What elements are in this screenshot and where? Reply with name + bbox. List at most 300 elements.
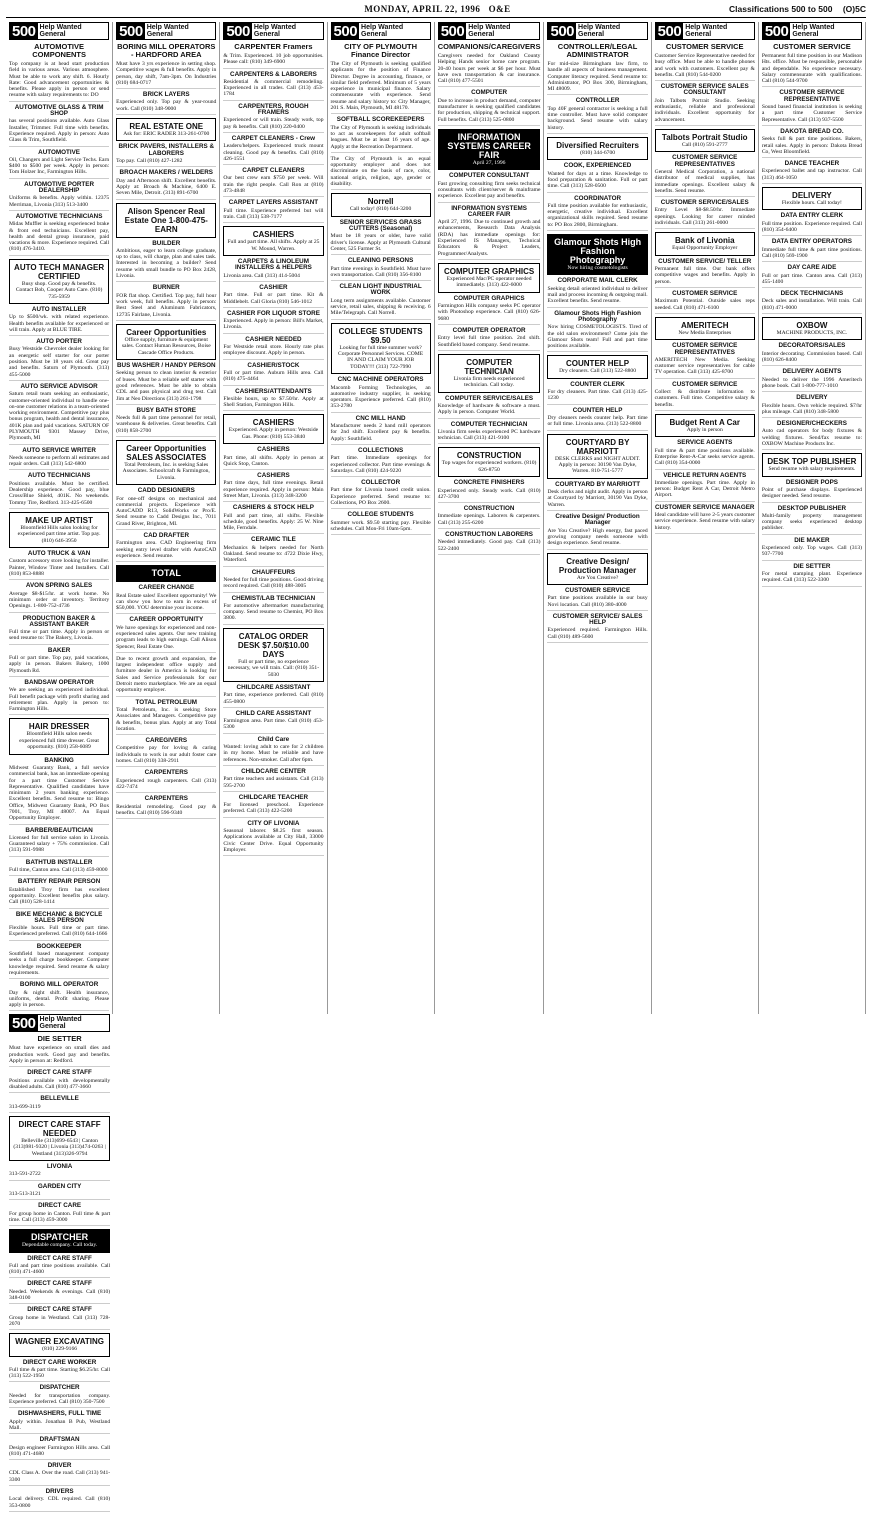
display-ad-text: Dependable company. Call today. [21,1242,98,1249]
ad-heading: CHILDCARE TEACHER [238,793,309,801]
display-ad-text: (810) 344-6700 [580,149,616,156]
ad-heading: DECK TECHNICIANS [780,290,844,298]
ad-heading: COUNTER HELP [572,406,623,414]
display-ad-text: Experienced. Apply in person: Westside Gas. Phone: (810) 553-3840 [228,427,319,440]
page-number: (O)5C [842,4,866,14]
display-ad-text: Send resume with salary requirements. [768,466,856,473]
ad-body: Our best crew earn $750 per week. Will train the right people. Call Ron at (810) 473-4848 [223,175,324,195]
display-ad-text: Call (810) 591-2777 [681,141,728,148]
classified-ad [762,291,862,314]
ad-heading: CUSTOMER SERVICE MANAGER [655,503,755,511]
classified-ad [438,506,541,529]
classified-ad [438,90,541,125]
classified-ad [9,1281,110,1304]
ad-body: For automotive aftermarket manufacturing company. Send resume to Chemist, PO Box 3800. [223,602,324,622]
classified-ad [223,168,323,197]
ad-body: Farmington Hills company seeks PC operator with Photoshop experience. Call (810) 626-9680 [437,303,541,322]
display-ad [547,234,647,275]
display-ad [116,440,216,485]
classified-ad [655,343,755,378]
ad-body: Part time. Immediate openings for experienced collector. Part time evenings & Saturdays. Call (810) 424-9220 [330,455,431,474]
ad-heading: Glamour Shots High Fashion Photography [554,309,641,323]
display-ad-title: Talbots Portrait Studio [661,132,748,142]
display-ad [655,317,755,340]
section-title-line1: Help Wanted [792,24,835,31]
ad-body: Knowledge of hardware & software a must. Apply in person. Computer World. [437,402,541,416]
ad-body: Full and part time positions available. Call (810) 471-4600 [9,1262,111,1276]
ad-body: Experienced ballet and tap instructor. Call (313) 464-1050 [761,168,862,181]
ad-heading: AUTO SERVICE WRITER [22,446,96,454]
classified-ad [547,482,647,511]
ad-body: Flexible hours, up to $7.50/hr. Apply at Shell Station, Farmington Hills. [223,395,324,409]
display-ad [116,203,216,238]
section-name: O&E [488,4,511,14]
ad-body: Residential & commercial remodeling. Experienced in all trades. Call (313) 453-1784 [223,78,324,98]
display-ad-title: WAGNER EXCAVATING [15,1337,105,1347]
ad-heading: BARBER/BEAUTICIAN [25,826,93,834]
section-title [145,24,189,38]
display-ad [438,447,541,477]
ad-body: Positions available. Must be certified. Dealership experience. Good pay, blue Cross/Blue Shield, 401K. No weekends. Tommy Tire, Redford. 313-425-6500 [9,480,110,506]
ad-heading: CASHIER/STOCK [247,361,300,369]
display-ad-title: COUNTER HELP [566,359,630,369]
ad-body: & Trim. Experienced. 10 job opportunities. Please call: (810) 349-6900 [223,53,324,66]
classified-ad [762,161,862,184]
display-ad-title: OXBOW [796,321,828,331]
ad-body: Farmington area. Part time. Call (810) 453-5300 [223,718,324,731]
ad-heading: CADD DESIGNERS [137,487,195,495]
display-ad [762,453,862,476]
ad-heading: BIKE MECHANIC & BICYCLE SALES PERSON [15,910,103,924]
ad-heading: CUSTOMER SERVICE REPRESENTATIVES [672,154,738,168]
ad-heading: COMPUTER OPERATOR [452,326,526,334]
section-title [576,24,620,38]
ad-heading: CUSTOMER SERVICE [672,380,738,388]
classified-ad [223,285,323,308]
classified-ad [9,384,109,445]
classified-ad [762,369,862,392]
ad-heading: DANCE TEACHER [784,160,840,168]
display-ad-title: CASHIERS [252,418,295,428]
section-title [683,24,727,38]
ad-body: Are You Creative? High energy, fast paced growing company needs someone with design experience. Send resume. [547,527,648,547]
display-ad-title: Career Opportunities [126,327,207,337]
ad-heading: DRIVERS [45,1488,74,1496]
ad-heading: DELIVERY [796,394,828,402]
display-ad-text: Full and part time. All shifts. Apply at 25 W. Mound, Warren. [227,239,320,252]
ad-body: Part time. Full or part time. Kit & Middlebelt. Call Gloria (810) 546-1012 [223,292,324,305]
ad-body: Top company is at head start production field in various areas. Various atmosphere. Must be able to work any shift. 6. Hourly Rate: Good advancement opportunities & benefits. Please apply in person or send resume with salary requirements to: DO [9,61,110,99]
ad-body: Experienced only. Top wages. Call (313) 937-7700 [761,545,862,558]
ad-body: Needed. Weekends & evenings. Call (810) 348-0100 [9,1288,111,1301]
ad-heading: Child Care [257,735,290,743]
display-ad-title: MAKE UP ARTIST [25,515,93,525]
classified-ad [223,337,323,360]
ad-body: Multi-family property management company seeks experienced desktop publisher. [761,512,862,532]
display-ad [438,129,541,170]
ad-heading: BOOKKEEPER [36,942,82,950]
ad-body: Due to increase in product demand, computer manufacturer is seeking qualified candidates for production, shipping & technical support. Full benefits. Call (313) 525-0800 [437,97,541,123]
ad-body: Part time evenings in Southfield. Must have own transportation. Call (810) 356-8100 [330,265,431,278]
ad-heading: CHILDCARE ASSISTANT [236,683,311,691]
ad-heading: CUSTOMER SERVICE/ SALES HELP [552,612,643,627]
display-ad-title: CATALOG ORDER DESK $7.50/$10.00 DAYS [237,631,310,659]
display-ad [547,434,647,479]
display-ad-text: Busy shop. Good pay & benefits. Contact Bob, Cooper Auto Care. (810) 735-5959 [15,280,103,300]
section-header [116,22,216,40]
ad-heading: CARPENTERS, ROUGH FRAMERS [238,102,309,117]
ad-body: Auto cad operators for body fixtures & welding fixtures. Send/fax resume to: OXBOW Machine Products Inc. [761,428,862,447]
classified-ad [9,1070,110,1093]
display-ad-title: TOTAL [151,568,181,579]
ad-heading: COORDINATOR [574,194,622,202]
display-ad-text: Looking for full time summer work? Corporate Personnel Services. COME IN AND CLAIM YOUR JOB TODAY!!! (313) 722-7990 [338,344,424,370]
display-ad-text: (810) 229-9166 [42,1346,78,1353]
ad-heading: LIVONIA [46,1163,73,1171]
ad-heading: CASHIERS [257,472,290,480]
section-title-line2: General [39,31,66,38]
ad-body: Must have 3 yrs experience in setting shop. Competitive wages & full benefits. Apply in person, day shift, 7am-3pm. On Industries (810) 684-0717 [116,61,217,86]
section-title-line1: Help Wanted [253,24,297,31]
ad-body: Full and part time, all shifts. Flexible schedule, good benefits. Apply: 25 W. Nine Mile, Ferndale. [223,512,324,532]
ad-heading: AVON SPRING SALES [25,582,93,590]
masthead-date [364,4,510,14]
classified-ad [9,61,109,102]
ad-body: Experienced only. Top pay & year-round work. Call (810) 348-9000 [116,99,217,112]
ad-body: Desk clerks and night audit. Apply in person at Courtyard by Marriott, 30190 Van Dyke, Warren. [547,489,648,508]
classified-ad [9,1463,110,1486]
display-ad-text: Equal Opportunity Employer [672,245,738,252]
classified-ad [331,117,431,152]
section-number: 500 [119,22,143,40]
ad-heading: CUSTOMER SERVICE REPRESENTATIVE [779,89,845,103]
classified-ad [223,389,323,412]
display-ad [9,718,109,754]
classified-ad [9,1045,110,1067]
column-3 [220,22,327,1014]
ad-heading: COMPUTER TECHNICIAN [450,420,528,428]
section-number: 500 [226,22,250,40]
ad-body: Entry level full time position. 2nd shift. Southfield based company. Send resume. [437,335,541,348]
ad-body: Part time days, full time evenings. Retail experience required. Apply in person: Main Street Mart, Livonia. (313) 348-3200 [223,480,324,499]
ad-body: We are seeking an experienced individual. Full benefit package with profit sharing and retirement plan. Apply in person to: Farmington Hills. [9,687,110,713]
ad-body: Experienced rough carpenters. Call (313) 422-7474 [116,777,217,790]
classified-ad [9,1360,110,1383]
section-header [762,22,862,40]
ad-body: Livonia area. Call (313) 414-5004 [223,272,300,279]
ad-body: Wanted: loving adult to care for 2 children in my home. Must be reliable and have references. Non-smoker. Call after 6pm. [223,744,324,763]
section-title-line1: Help Wanted [468,24,511,31]
ad-heading: COLLECTOR [361,479,401,487]
display-ad-text: April 27, 1996 [472,159,506,166]
ad-body: Licensed for full service salon in Livonia. Guaranteed salary + 75% commission. Call (313) 591-9988 [9,834,110,854]
ad-body: Immediate openings. Laborers & carpenters. Call (313) 255-6200 [437,513,541,526]
ad-heading: CASHIER [259,283,288,291]
classified-ad [9,150,109,179]
classified-ad [116,700,216,735]
ad-heading: GARDEN CITY [37,1182,82,1190]
display-ad-title: DISPATCHER [31,1232,89,1243]
ad-body: Due to recent growth and expansion, the largest independent office supply and furniture dealer in America is looking for Sales and Service professionals for our Detroit metro marketplace. We are an equal opportunity employer. [116,655,217,694]
display-ad-title: COURTYARD BY MARRIOTT [565,437,630,456]
display-ad-title: Norrell [367,197,394,207]
classified-ad [116,285,216,320]
ad-body: April 27, 1996. Due to continued growth and enhancements, Research Data Analysis (RDA) has immediate openings for: Experienced IS Managers, Technical Educators & Project Leaders, Programmer/Analysts. [437,219,541,257]
classified-ad [438,532,541,555]
ad-heading: DISPATCHER [39,1384,80,1392]
classified-ad [438,53,541,87]
ad-heading: CLEANING PERSONS [347,257,414,265]
classified-ad [547,514,647,549]
ad-body: Top pay. Call (810) 427-1282 [116,158,183,165]
ad-heading: CORPORATE MAIL CLERK [557,277,638,285]
section-title-line2: General [39,1023,66,1031]
classified-ad [9,944,109,979]
ad-body: Full time position available for enthusiastic, energetic, creative individual. Excellent organizational skills required. Send resume to: PO Box 2800, Birmingham. [547,202,648,228]
classified-ad [9,1437,110,1460]
classified-ad [762,129,862,158]
ad-heading: COUNTER CLERK [570,380,625,388]
ad-body: Oil, Changers and Light Service Techs. Earn $400 to $500 per week. Apply in person: Tom Holzer Inc, Farmington Hills. [9,156,110,176]
ad-body: Macomb Forming Technologies, an automotive industry supplier, is seeking operators. Experience preferred. Call (810) 353-2780 [330,384,431,410]
ad-heading: DIRECT CARE STAFF [27,1254,92,1262]
ad-body: Needed immediately. Good pay. Call (313) 522-2400 [437,539,541,552]
display-ad-title: DESK TOP PUBLISHER [767,457,857,467]
classified-ad [438,206,541,260]
display-ad [223,628,323,682]
ad-body: Immediate full time & part time positions. Call (810) 569-1900 [761,246,862,259]
ad-body: 313-513-3121 [9,1190,41,1197]
column-1 [6,22,113,1014]
ad-heading: CAREER CHANGE [138,584,195,592]
category-heading: CONTROLLER/LEGAL ADMINISTRATOR [557,42,638,59]
ad-body: For one-off designs on mechanical and commercial projects. Experience with AutoCADD R13, SolidWorks or Pro/E. Send resume to Cadd Designs Inc., 7011 Grand River, Brighton, MI. [116,495,217,527]
display-ad-text: Bloomfield Hills salon looking for experienced part time artist. Top pay. (810) 646-3950 [17,524,101,544]
masthead [6,4,866,18]
classified-ad [655,291,755,314]
ad-heading: DIE SETTER [793,562,831,570]
classified-ad [223,104,323,133]
classifications-range: Classifications 500 to 500 [729,4,833,14]
ad-body: Residential remodeling. Good pay & benefits. Call (810) 596-9340 [116,803,217,816]
ad-body: Established Troy firm has excellent opportunity. Excellent benefits plus salary. Call (810) 528-1414 [9,886,110,906]
ad-body: Competitive pay for loving & caring individuals to work in our adult foster care homes. Call (810) 338-2911 [116,745,217,765]
ad-heading: SERVICE AGENTS [677,439,733,447]
section-title-line1: Help Wanted [361,24,404,31]
ad-body: For Westside retail store. Hourly rate plus employee discount. Apply in person. [223,344,324,357]
display-ad-title: DELIVERY [792,191,832,201]
classified-ad [116,585,216,614]
classified-ad [438,422,541,445]
ad-body: Experienced only. Steady work. Call (810) 427-3700 [437,487,541,500]
ad-body: Collect & distribute information to customers. Full time. Competitive salary & benefits. [654,389,755,408]
ad-body: Flexible hours. Full time or part time. Experienced preferred. Call (810) 644-1666 [9,925,110,938]
ad-heading: CONTROLLER [575,97,620,105]
ad-body: Needed for transportation company. Experience preferred. Call (810) 350-7500 [9,1392,111,1406]
ad-body: The City of Plymouth is seeking individuals to act as scorekeepers for adult softball leagues. Must be at least 16 years of age. Apply at the Recreation Department. [330,124,431,150]
classified-ad [223,821,323,856]
ad-heading: CONCRETE FINISHERS [453,479,525,487]
ad-body: Full time & part time. Starting $6.25/hr. Call (313) 522-1950 [9,1366,111,1380]
classified-ad [116,92,216,115]
ad-body: Up to $500/wk. with related experience. Health benefits available for experienced or will train. Apply at BLUE TIRE. [9,314,110,333]
ad-body: Entry Level $8-$8.50/hr. Immediate openings. Looking for career minded individuals. Call (313) 261-0000 [654,207,755,227]
display-ad [438,263,541,293]
ad-heading: COMPUTER SERVICE/SALES [445,394,534,402]
classified-columns [6,22,866,1509]
section-title-line2: General [253,31,280,38]
classified-ad [547,382,647,405]
ad-heading: CASHIERS & STOCK HELP [232,504,314,512]
ad-body: Must have experience on small dies and production work. Good pay and benefits. Apply in person at: Redford. [9,1045,111,1065]
ad-heading: CASHIERS/ATTENDANTS [235,387,312,395]
classified-ad [116,241,216,283]
section-title [466,24,510,38]
ad-heading: CHILDCARE CENTER [241,767,306,775]
display-ad-text: Office supply, furniture & equipment sales. Contact Human Resources, Boise Cascade Office Products. [121,336,211,356]
classified-ad [331,377,431,412]
classified-ad [762,239,862,262]
classified-ad [9,339,109,381]
ad-heading: COLLEGE STUDENTS [347,511,414,519]
classified-ad [9,616,109,645]
classified-ad [116,408,216,437]
ad-heading: DIRECT CARE [38,1202,82,1210]
display-ad [547,355,647,378]
classified-ad [438,396,541,419]
display-ad-title: HAIR DRESSER [28,722,90,732]
ad-body: Now hiring COSMETOLOGISTS. Tired of the old salon environment? Come join the Glamour Shots team! Full and part time positions available. [547,324,648,350]
ad-body: Full time. Experience preferred but will train. Call (313) 538-7177 [223,207,324,220]
section-number: 500 [12,1014,36,1032]
display-ad-title: DIRECT CARE STAFF NEEDED [18,1119,101,1138]
ad-heading: DIRECT CARE WORKER [22,1358,97,1366]
ad-body: Seasonal laborer. $8.25 first season. Applications available at City Hall, 33000 Civic Center Drive. Equal Opportunity Employer. [223,828,324,853]
section-header [9,1014,110,1032]
section-number: 500 [440,22,465,40]
ad-body: We have openings for experienced and non-experienced sales agents. Our new training program leads to high earnings. Call Alison Spencer, Real Estate One. [116,624,217,650]
classified-ad [9,860,109,877]
display-ad [9,1229,110,1252]
ad-body: Farmington area. CAD Engineering firm seeking entry level drafter with AutoCAD experience. Send resume. [116,540,217,559]
classified-ad [9,828,109,857]
classified-ad [9,1164,110,1181]
section-number: 500 [12,22,36,40]
ad-body: Needs someone to perform all estimates and repair orders. Call (313) 542-6800 [9,454,110,468]
ad-heading: DESIGNER/CHECKERS [776,420,847,428]
ad-body: Busy Westside Chevrolet dealer looking for an energetic self starter for our porter position. Must be 18 years old. Great pay and benefits. Saturn of Plymouth. (313) 455-5000 [9,346,110,378]
classified-ad [116,363,216,405]
display-ad-text: MACHINE PRODUCTS, INC. [776,330,848,337]
ad-heading: DIRECT CARE STAFF [27,1280,92,1288]
classified-ad [438,173,541,202]
classified-ad [116,738,216,767]
classified-ad [762,538,862,561]
ad-heading: BATTERY REPAIR PERSON [17,878,101,886]
ad-heading: BANKING [44,756,74,764]
classified-ad [547,98,647,133]
classified-ad [9,1489,110,1512]
display-ad-title: Budget Rent A Car [669,417,740,427]
ad-heading: COMPUTER [471,89,508,97]
classified-ad [223,72,323,101]
classified-ad [547,408,647,431]
ad-heading: DRAFTSMAN [39,1436,80,1444]
ad-heading: BRICK PAVERS, INSTALLERS & LABORERS [118,143,215,157]
ad-heading: CARPENTERS & LABORERS [230,70,317,78]
ad-body: CDL Class A. Over the road. Call (313) 941-3300 [9,1470,111,1483]
category-heading: COMPANIONS/CAREGIVERS [437,42,541,51]
ad-heading: BROACH MAKERS / WELDERS [119,169,213,177]
ad-body: Experienced or will train. Steady work, top pay & benefits. Call (810) 220-0400 [223,117,324,130]
classified-ad [223,596,323,625]
ad-heading: VEHICLE RETURN AGENTS [663,471,747,479]
section-title-line1: Help Wanted [578,24,621,31]
display-ad-title: AMERITECH [680,320,729,330]
ad-heading: DIRECT CARE STAFF [27,1069,92,1077]
ad-body: Full time or part time. Apply in person or send resume to: The Bakery, Livonia. [9,629,110,642]
ad-heading: COURTYARD BY MARRIOTT [555,480,641,488]
classified-ad [116,770,216,793]
section-title [38,1016,82,1030]
classified-ad [655,155,755,197]
ad-heading: DIE MAKER [794,536,830,544]
ad-body: Interior decorating. Commission based. Call (810) 626-8400 [761,350,862,364]
ad-heading: INFORMATION SYSTEMS CAREER FAIR [451,204,527,218]
classified-ad [116,617,216,652]
ad-body: Midwest Guaranty Bank, a full service commercial bank, has an immediate opening for a part time Customer Service Representative. Qualified candidates have minimum 2 years banking experience. Excellent benefits. Send resume to: Bingo Office, Midwest Guaranty Bank, PO Box 7001, Troy, MI 48007. An Equal Opportunity Employer. [9,764,110,822]
section-number: 500 [333,22,358,40]
ad-heading: AUTOMOTIVE TECHNICIANS [15,212,103,220]
ad-body: Caregivers needed for Oakland County Helping Hands senior home care program. 20-40 hours per week at $6 per hour. Must have own transportation & car insurance. Call (810) 477-5501 [437,53,541,85]
ad-heading: CUSTOMER SERVICE [672,289,738,297]
display-ad-title: Career Opportunities SALES ASSOCIATES [126,444,207,463]
ad-body: Sound based financial institution is seeking a part time Customer Service Representative. Call (313) 937-5500 [761,104,862,123]
classified-ad [331,61,431,114]
ad-heading: AUTO TECHNICIANS [27,472,91,480]
classified-ad [331,448,431,477]
ad-heading: CONSTRUCTION [463,505,515,513]
ad-heading: CNC MACHINE OPERATORS [337,376,424,384]
ad-body: For licensed preschool. Experience preferred. Call (313) 422-5200 [223,802,324,815]
ad-heading: BUSY BATH STORE [136,406,196,414]
display-ad-title: COLLEGE STUDENTS $9.50 [338,326,423,345]
classified-ad [9,307,109,336]
ad-body: The City of Plymouth is an equal opportunity employer and does not discriminate on the basis of race, color, national origin, religion, age, gender or disability. [330,155,431,188]
section-header [331,22,431,40]
classified-ad [9,448,109,471]
ad-body: Real Estate sales! Excellent opportunity! We can show you how to earn in excess of $50,000. YOU determine your income. [116,592,217,612]
ad-heading: CARPENTERS [144,795,188,803]
ad-body: Day & night shift. Health insurance, uniforms, dental. Profit sharing. Please apply in person. [9,989,110,1009]
ad-body: AMERITECH New Media. Seeking customer service representatives for cable TV operation. Call (313) 425-8700 [654,356,755,376]
display-ad [547,137,647,160]
classified-ad [547,278,647,307]
classified-ad [9,1307,110,1330]
section-header [9,22,109,40]
ad-heading: DESIGNER POPS [785,478,838,486]
classified-ad [547,196,647,231]
section-title-line2: General [361,31,388,38]
ad-body: Customer Service Representative needed for busy office. Must be able to handle phones and work with customers. Excellent pay & benefits. Call (810) 544-0200 [654,53,755,78]
display-ad-text: Now hiring cosmetologists [567,265,628,272]
ad-body: Group home in Westland. Call (313) 728-2070 [9,1314,111,1327]
display-ad-text: New Media Enterprises [678,329,732,336]
display-ad [331,323,431,375]
ad-body: Ambitious, eager to learn college graduate, up to class, will charge, plan and sales task. Interested in becoming a builder? Send resume with small bundle to PO Box 2428, Livonia. [116,247,217,280]
classified-ad [116,488,216,530]
section-number: 500 [550,22,575,40]
